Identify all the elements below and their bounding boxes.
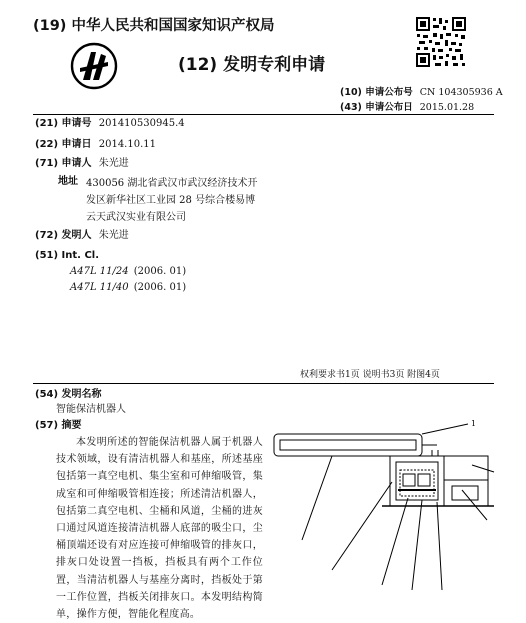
application-date-row bbox=[35, 138, 156, 152]
header-divider bbox=[33, 114, 494, 115]
address-block bbox=[86, 175, 257, 226]
sipo-logo bbox=[70, 42, 118, 94]
ipc-version: (2006. 01) bbox=[133, 282, 187, 293]
address-line: 430056 湖北省武汉市武汉经济技术开 bbox=[86, 178, 258, 189]
applicant-label: (71) 申请人 bbox=[35, 158, 92, 169]
application-number-row bbox=[35, 117, 185, 131]
address-line: 云天武汉实业有限公司 bbox=[86, 212, 186, 223]
ipc-entry bbox=[70, 281, 186, 295]
ipc-entry bbox=[70, 265, 186, 279]
inventor-value: 朱光进 bbox=[98, 230, 129, 241]
abstract-label: (57) 摘要 bbox=[35, 420, 82, 431]
page-count-info: 权利要求书1页 说明书3页 附图4页 bbox=[300, 370, 440, 380]
office-name: (19) 中华人民共和国国家知识产权局 bbox=[33, 18, 275, 34]
ipc-label: (51) Int. Cl. bbox=[35, 250, 100, 261]
publication-date-value: 2015.01.28 bbox=[419, 102, 475, 113]
ipc-code: A47L 11/40 bbox=[70, 282, 129, 293]
application-date-value: 2014.10.11 bbox=[98, 139, 156, 150]
inventor-label: (72) 发明人 bbox=[35, 230, 92, 241]
publication-number-value: CN 104305936 A bbox=[419, 87, 503, 98]
applicant-row bbox=[35, 157, 129, 171]
qr-code bbox=[415, 16, 467, 68]
applicant-value: 朱光进 bbox=[98, 158, 129, 169]
ipc-code: A47L 11/24 bbox=[70, 266, 129, 277]
publication-date-row bbox=[340, 99, 474, 113]
document-type: (12) 发明专利申请 bbox=[178, 55, 326, 75]
section-divider bbox=[33, 383, 494, 384]
address-label: 地址 bbox=[58, 176, 78, 187]
invention-title-label: (54) 发明名称 bbox=[35, 389, 102, 400]
publication-number-label: (10) 申请公布号 bbox=[340, 87, 413, 98]
publication-number-row bbox=[340, 84, 503, 98]
figure-reference-label: 1 bbox=[471, 420, 477, 428]
invention-title: 智能保洁机器人 bbox=[56, 404, 126, 415]
ipc-version: (2006. 01) bbox=[133, 266, 187, 277]
application-number-label: (21) 申请号 bbox=[35, 118, 92, 129]
patent-drawing bbox=[272, 420, 500, 604]
abstract-text: 本发明所述的智能保洁机器人属于机器人技术领域，设有清洁机器人和基座，所述基座包括第一真空电机、集尘室和可伸缩吸管，集成室和可伸缩吸管相连接；所述清洁机器人，包括第二真空电机、尘桶和风道，尘桶的进灰口通过风道连接清洁机器人底部的吸尘口，尘桶顶端还设有对应连接可伸缩吸管的排灰口，排灰口处设置一挡板，挡板具有两个工作位置，当清洁机器人与基座分离时，挡板处于第一工作位置，挡板关闭排灰口。本发明结构简单，操作方便，智能化程度高。 bbox=[56, 437, 263, 621]
inventor-row bbox=[35, 229, 129, 243]
address-line: 发区新华社区工业园 28 号综合楼易博 bbox=[86, 195, 256, 206]
publication-date-label: (43) 申请公布日 bbox=[340, 102, 413, 113]
application-date-label: (22) 申请日 bbox=[35, 139, 92, 150]
application-number-value: 201410530945.4 bbox=[98, 118, 185, 129]
